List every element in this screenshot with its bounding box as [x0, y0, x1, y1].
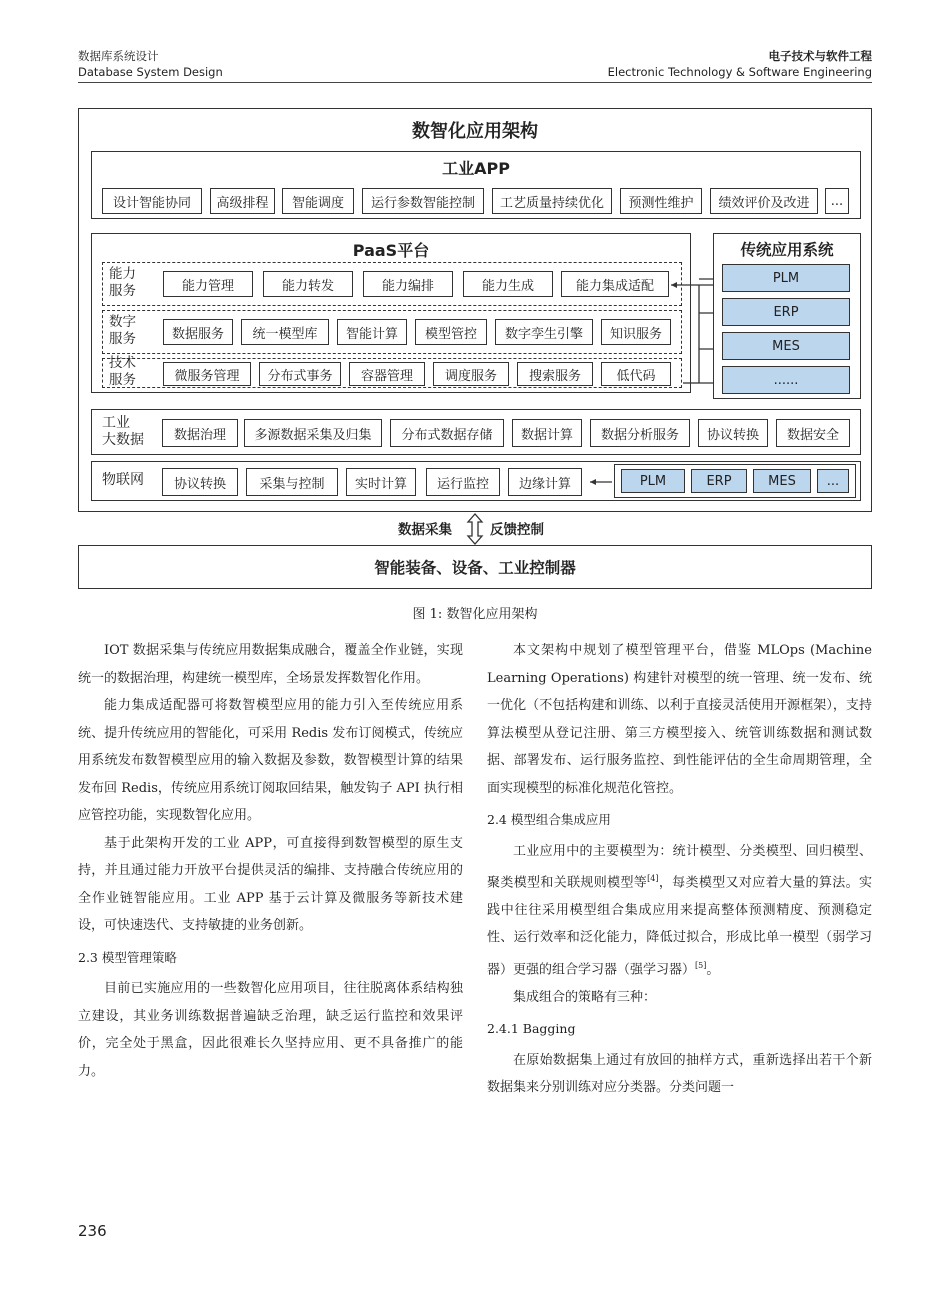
iot-system: MES [753, 469, 811, 493]
iot-systems-box [614, 464, 856, 498]
iot-item: 实时计算 [346, 468, 416, 496]
app-item: 运行参数智能控制 [362, 188, 484, 214]
journal-section-cn: 数据库系统设计 [78, 49, 159, 63]
legacy-item: PLM [722, 264, 850, 292]
bigdata-item: 数据分析服务 [590, 419, 690, 447]
iot-item: 协议转换 [162, 468, 238, 496]
legacy-systems-box [713, 233, 861, 399]
journal-section-en: Database System Design [78, 65, 223, 79]
iot-system-more: ... [817, 469, 849, 493]
industrial-bigdata-box [91, 409, 861, 455]
journal-name-cn: 电子技术与软件工程 [768, 49, 872, 63]
iot-box [91, 461, 861, 501]
double-arrow-icon [464, 512, 486, 546]
app-item: 预测性维护 [620, 188, 702, 214]
iot-arrow [588, 474, 614, 490]
header-rule [78, 82, 872, 83]
legacy-item-more: ...... [722, 366, 850, 394]
app-item: 设计智能协同 [102, 188, 202, 214]
paragraph: 本文架构中规划了模型管理平台，借鉴 MLOps (Machine Learning Operations) 构建针对模型的统一管理、统一发布、统一优化（不包括构建和训练、以利于直接灵活使用开源框架），支持算法模型从登记注册、第三方模型接入、统管训练数据和测试数据、部署发布、运行服务监控、到性能评估的全生命周期管理，全面实现模型的标准化规范化管控。 [487, 643, 872, 796]
iot-item: 边缘计算 [508, 468, 582, 496]
page-number: 236 [78, 1222, 107, 1240]
tech-service-row [102, 355, 682, 388]
flow-label-collect: 数据采集 [398, 522, 452, 538]
citation-5: [5] [695, 960, 707, 970]
architecture-figure [78, 108, 872, 512]
paragraph: 目前已实施应用的一些数智化应用项目，往往脱离体系结构独立建设，其业务训练数据普遍缺乏治理，缺乏运行监控和效果评价，完全处于黑盒，因此很难长久坚持应用、更不具备推广的能力。 [78, 981, 463, 1079]
paas-item: 智能计算 [337, 319, 407, 345]
iot-item: 运行监控 [426, 468, 500, 496]
iot-label: 物联网 [102, 472, 144, 488]
paas-item: 容器管理 [349, 362, 425, 386]
row-label: 能力 服务 [109, 266, 136, 299]
paragraph: 在原始数据集上通过有放回的抽样方式，重新选择出若干个新数据集来分别训练对应分类器。分类问题一 [487, 1052, 872, 1096]
app-item: 工艺质量持续优化 [492, 188, 612, 214]
right-column [487, 637, 872, 1102]
section-heading-2-4: 2.4 模型组合集成应用 [487, 812, 611, 827]
industrial-app-box [91, 151, 861, 219]
capability-service-row [102, 262, 682, 306]
paas-item: 低代码 [601, 362, 671, 386]
paragraph: 能力集成适配器可将数智模型应用的能力引入至传统应用系统、提升传统应用的智能化，可采用 Redis 发布订阅模式，传统应用系统发布数智模型应用的输入数据及参数，数智模型计算的结果发布回 Redis，传统应用系统订阅取回结果，触发钩子 API 执行相应管控功能，实现数智化应用。 [78, 698, 463, 823]
paragraph: 基于此架构开发的工业 APP，可直接得到数智模型的原生支持，并且通过能力开放平台提供灵活的编排、支持融合传统应用的全作业链智能应用。工业 APP 基于云计算及微服务等新技术建设，可快速迭代、支持敏捷的业务创新。 [78, 835, 463, 933]
digital-service-row [102, 310, 682, 354]
paas-item: 搜索服务 [517, 362, 593, 386]
paas-item: 数字孪生引擎 [495, 319, 593, 345]
paas-item: 能力编排 [363, 271, 453, 297]
iot-system: PLM [621, 469, 685, 493]
legacy-item: ERP [722, 298, 850, 326]
bigdata-label: 工业 大数据 [102, 415, 144, 448]
paas-item: 分布式事务 [259, 362, 341, 386]
app-item: 高级排程 [210, 188, 275, 214]
bigdata-item: 数据治理 [162, 419, 238, 447]
section-heading-2-4-1: 2.4.1 Bagging [487, 1021, 576, 1037]
paas-platform-box [91, 233, 691, 393]
devices-box: 智能装备、设备、工业控制器 [78, 545, 872, 589]
paas-item: 能力生成 [463, 271, 553, 297]
paragraph: IOT 数据采集与传统应用数据集成融合，覆盖全作业链，实现统一的数据治理，构建统一模型库，全场景发挥数智化作用。 [78, 643, 463, 686]
paas-item: 能力转发 [263, 271, 353, 297]
paas-item: 能力管理 [163, 271, 253, 297]
app-item-more: ... [825, 188, 849, 214]
paas-item: 微服务管理 [163, 362, 251, 386]
paas-item: 知识服务 [601, 319, 671, 345]
figure-title: 数智化应用架构 [412, 121, 538, 142]
bigdata-item: 数据安全 [776, 419, 850, 447]
citation-4: [4] [647, 874, 659, 883]
paragraph: 工业应用中的主要模型为：统计模型、分类模型、回归模型、聚类模型和关联规则模型等[4]，每类模型又对应着大量的算法。实践中往往采用模型组合集成应用来提高整体预测精度、预测稳定性、运行效率和泛化能力，降低过拟合，形成比单一模型（弱学习器）更强的组合学习器（强学习器）[5]。 [487, 843, 872, 978]
section-heading-2-3: 2.3 模型管理策略 [78, 949, 177, 965]
paas-item: 调度服务 [433, 362, 509, 386]
journal-name-en: Electronic Technology & Software Engineering [607, 65, 872, 79]
paas-item: 数据服务 [163, 319, 233, 345]
paragraph: 集成组合的策略有三种： [513, 989, 657, 1005]
flow-label-feedback: 反馈控制 [490, 522, 544, 538]
app-item: 智能调度 [282, 188, 354, 214]
paas-item: 能力集成适配 [561, 271, 669, 297]
paas-item: 模型管控 [415, 319, 487, 345]
app-item: 绩效评价及改进 [710, 188, 818, 214]
row-label: 技术 服务 [109, 355, 136, 388]
bigdata-item: 数据计算 [512, 419, 582, 447]
iot-system: ERP [691, 469, 747, 493]
running-header-left [78, 48, 223, 80]
bigdata-item: 分布式数据存储 [390, 419, 504, 447]
iot-item: 采集与控制 [246, 468, 338, 496]
row-label: 数字 服务 [109, 314, 136, 347]
bigdata-item: 协议转换 [698, 419, 768, 447]
figure-caption: 图 1: 数智化应用架构 [412, 607, 538, 622]
legacy-title: 传统应用系统 [740, 241, 834, 259]
legacy-item: MES [722, 332, 850, 360]
left-column [78, 637, 463, 1085]
paas-title: PaaS平台 [352, 241, 430, 260]
running-header-right [608, 48, 872, 80]
industrial-app-title: 工业APP [442, 159, 510, 178]
paas-item: 统一模型库 [241, 319, 329, 345]
bigdata-item: 多源数据采集及归集 [244, 419, 382, 447]
